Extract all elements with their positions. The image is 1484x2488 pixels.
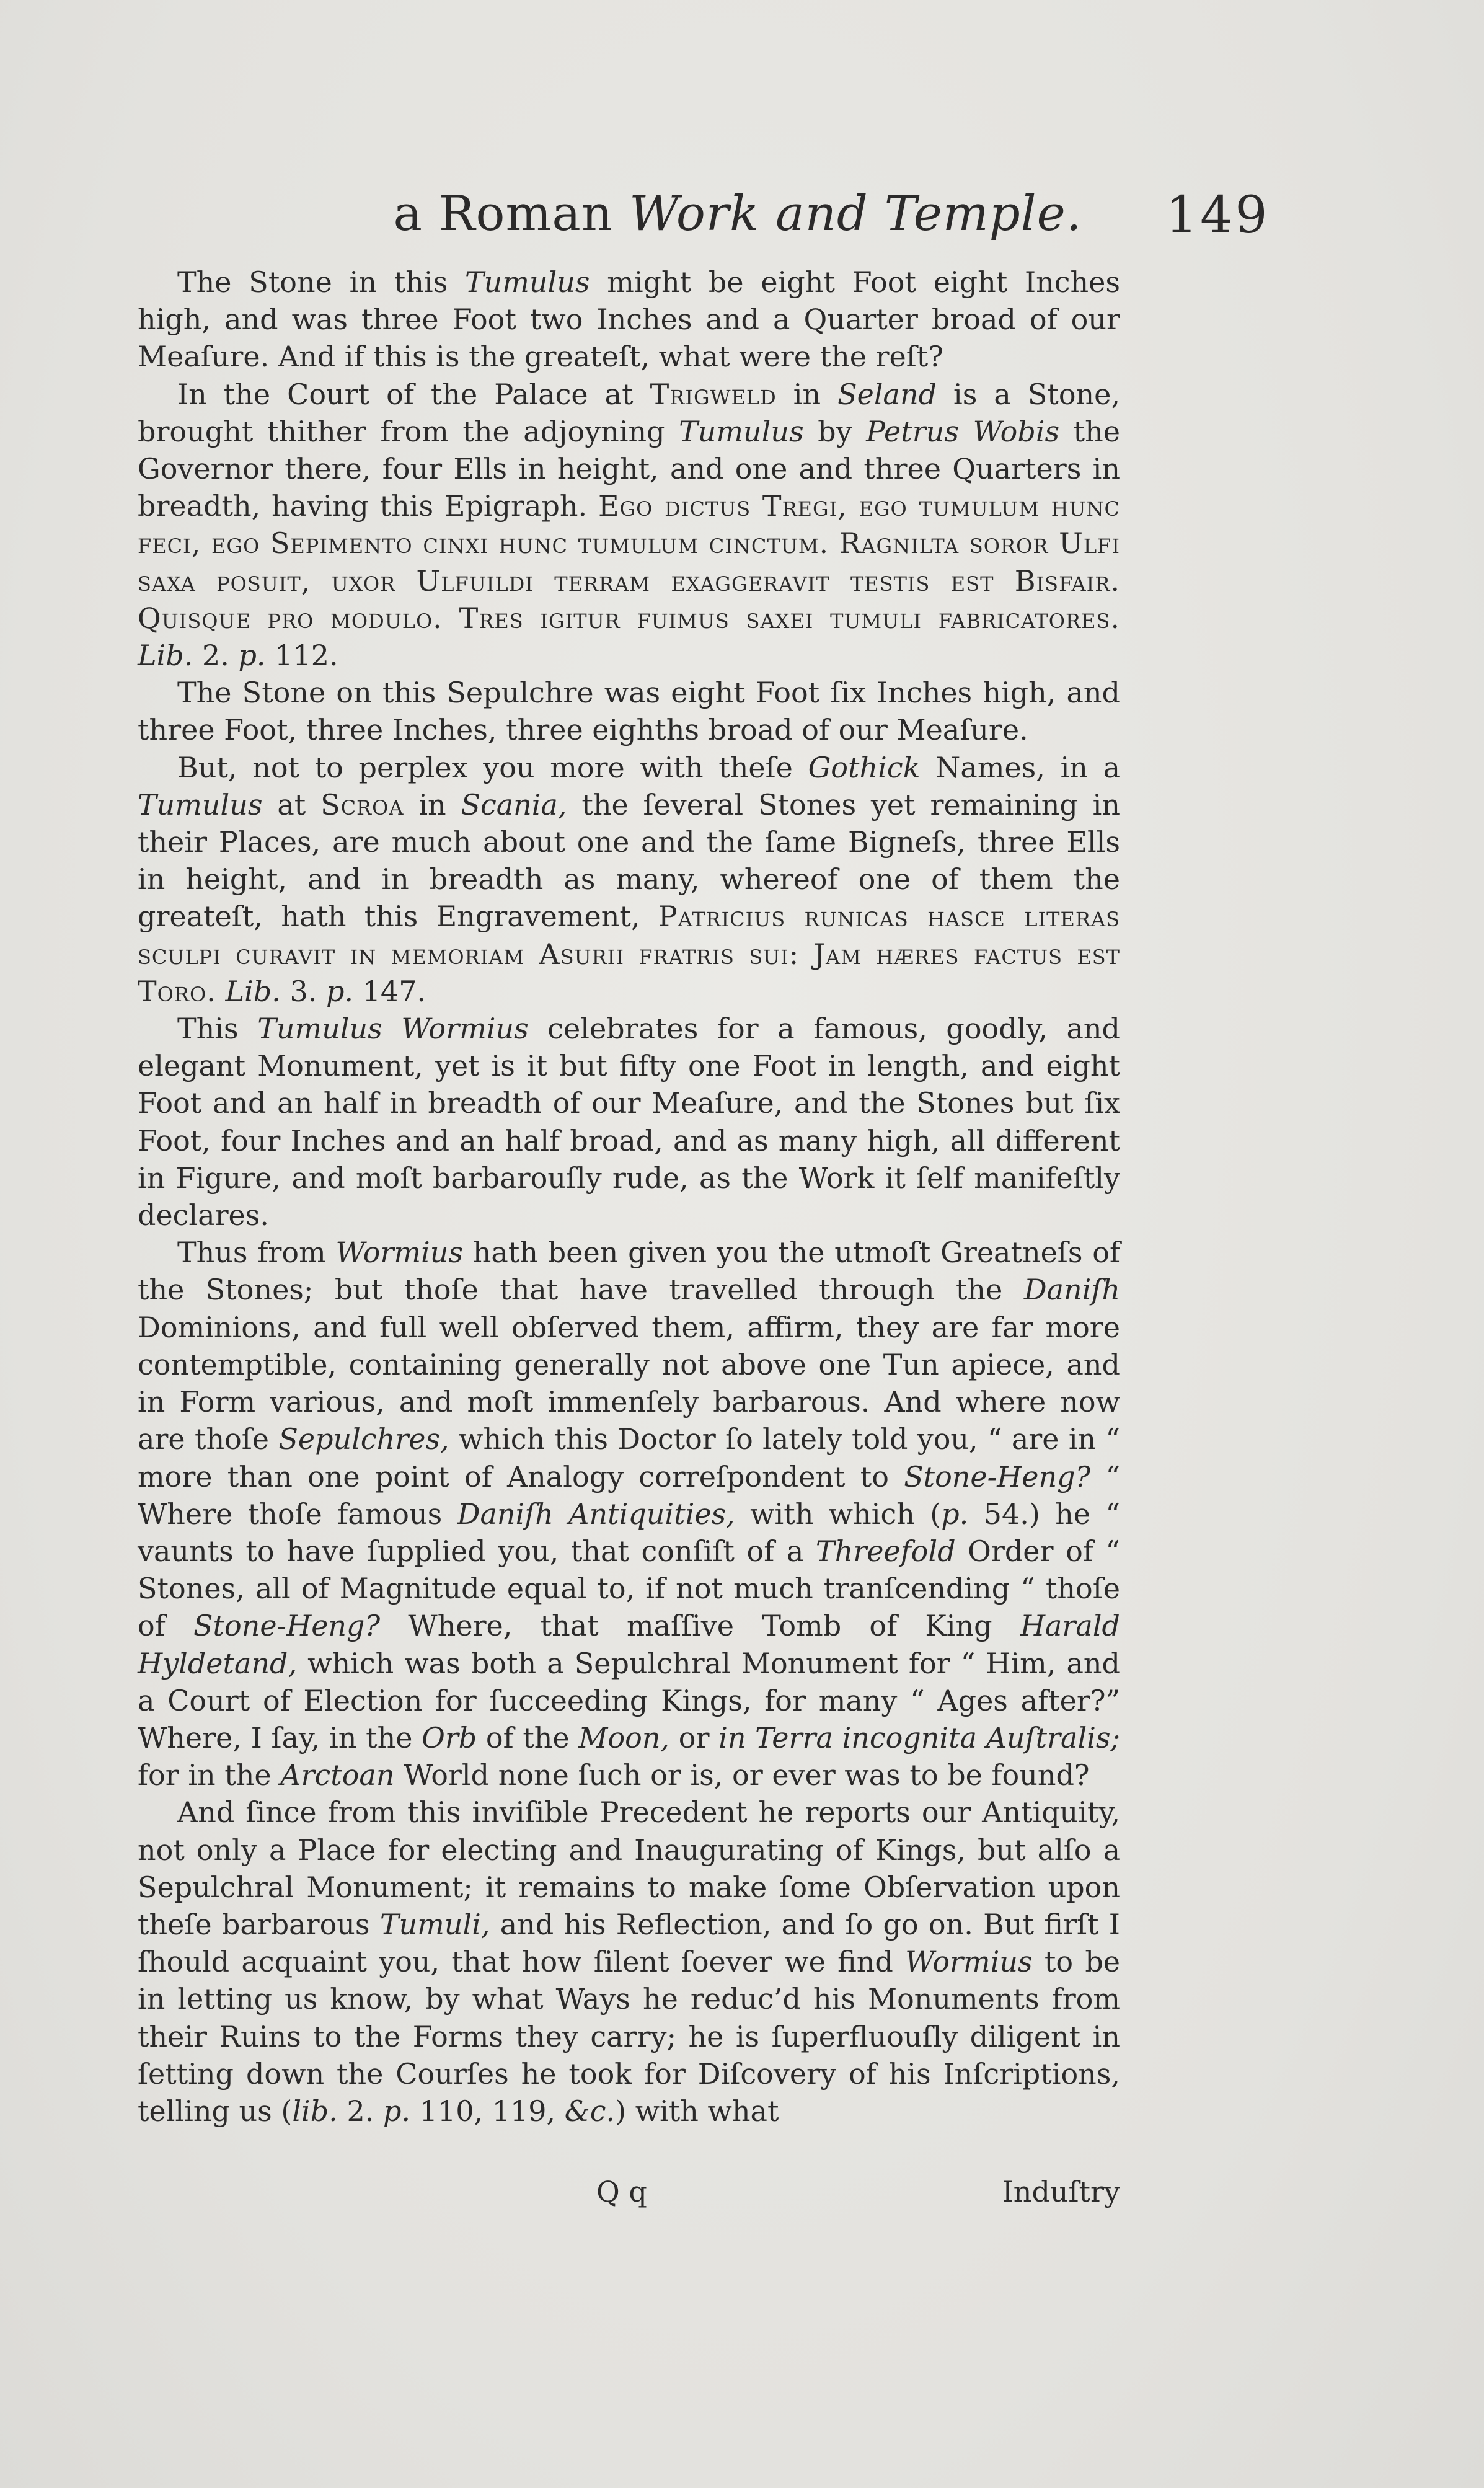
paragraph bbox=[138, 263, 1120, 376]
small-caps-text: Ego dictus Tregi, ego tumulum hunc feci, ego Sepimento cinxi hunc tumulum cinctum. Ragnilta soror Ulfi saxa posuit, uxor Ulfuildi terram exaggeravit testis est Bisfair. Quisque pro modulo. Tres igitur fuimus saxei tumuli fabricatores. bbox=[138, 489, 1120, 635]
small-caps-text: Scroa bbox=[320, 787, 404, 821]
italic-text: p. bbox=[941, 1497, 969, 1531]
text-run: The Stone in this bbox=[177, 265, 465, 299]
text-run: which was both a Sepulchral Monument for “ Him, and a Court of Election for ſucceeding Kings, for many “ Ages after?” Where, I ſay, in the bbox=[138, 1646, 1120, 1755]
text-run: the Governor there, four Ells in height, and one and three Quarters in breadth, having this Epigraph. bbox=[138, 414, 1120, 523]
italic-text: Tumulus Wormius bbox=[257, 1012, 529, 1046]
running-head-roman: a Roman bbox=[393, 186, 629, 242]
small-caps-text: Trigweld bbox=[650, 377, 777, 411]
text-run bbox=[216, 975, 226, 1008]
text-run: or bbox=[669, 1720, 719, 1755]
text-run: for in the bbox=[138, 1758, 281, 1792]
italic-text: Scania, bbox=[461, 787, 567, 821]
paragraph bbox=[138, 1010, 1120, 1234]
italic-text: Lib. bbox=[138, 639, 193, 673]
text-run: 112. bbox=[265, 639, 338, 673]
page-number: 149 bbox=[1165, 186, 1270, 245]
italic-text: Tumulus bbox=[138, 787, 263, 821]
text-run: in bbox=[404, 787, 461, 821]
running-head-italic: Work and Temple. bbox=[629, 186, 1082, 242]
italic-text: p. bbox=[238, 639, 266, 673]
paragraph bbox=[138, 1794, 1120, 2130]
text-run: the ſeveral Stones yet remaining in their Places, are much about one and the ſame Bigneſs, three Ells in height, and in breadth as many, whereof one of them the greateſt, hath this Engravement, bbox=[138, 787, 1120, 934]
text-run: The Stone on this Sepulchre was eight Foot ſix Inches high, and three Foot, three Inches, three eighths broad of our Meaſure. bbox=[138, 676, 1120, 747]
text-run: which this Doctor ſo lately told you, “ are in “ more than one point of Analogy correſpondent to bbox=[138, 1422, 1121, 1494]
text-run: at bbox=[262, 787, 321, 821]
italic-text: Harald Hyldetand, bbox=[138, 1609, 1120, 1680]
text-run: to be in letting us know, by what Ways he reduc’d his Monuments from their Ruins to the Forms they carry; he is ſuperfluouſly diligent in ſetting down the Courſes he took for Diſcovery of his Inſcriptions, telling us ( bbox=[138, 1945, 1120, 2128]
italic-text: Gothick bbox=[808, 750, 921, 784]
running-head bbox=[335, 186, 1141, 242]
text-run: 2. bbox=[193, 639, 239, 673]
text-run: Order of “ Stones, all of Magnitude equal to, if not much tranſcending “ thoſe of bbox=[138, 1534, 1121, 1643]
italic-text: p. bbox=[325, 974, 354, 1008]
text-run: 147. bbox=[353, 974, 426, 1008]
text-run: Where, that maſſive Tomb of King bbox=[380, 1609, 1020, 1643]
catchword: Induſtry bbox=[1002, 2175, 1120, 2208]
text-run: Thus from bbox=[177, 1236, 336, 1270]
italic-text: Daniſh Antiquities, bbox=[457, 1497, 735, 1531]
text-run: But, not to perplex you more with theſe bbox=[177, 750, 808, 784]
text-run: might be eight Foot eight Inches high, and was three Foot two Inches and a Quarter broad of our Meaſure. And if this is the greateſt, what were the reſt? bbox=[138, 265, 1120, 374]
text-run: with which ( bbox=[735, 1497, 942, 1531]
text-run: 54.) he “ vaunts to have ſupplied you, that conſiſt of a bbox=[138, 1497, 1120, 1568]
text-run: and his Reflection, and ſo go on. But firſt I ſhould acquaint you, that how ſilent ſoever we find bbox=[138, 1907, 1120, 1979]
text-run: ) with what bbox=[615, 2094, 779, 2128]
italic-text: Stone-Heng? bbox=[193, 1609, 381, 1643]
text-run: celebrates for a famous, goodly, and elegant Monument, yet is it but fifty one Foot in length, and eight Foot and an half in breadth of our Meaſure, and the Stones but ſix Foot, four Inches and an half broad, and as many high, all different in Figure, and moſt barbarouſly rude, as the Work it ſelf manifeſtly declares. bbox=[138, 1012, 1120, 1233]
italic-text: Arctoan bbox=[280, 1758, 395, 1792]
italic-text: Orb bbox=[422, 1720, 477, 1755]
text-run: of the bbox=[477, 1720, 579, 1755]
text-run: hath been given you the utmoſt Greatneſs of the Stones; but thoſe that have travelled through the bbox=[138, 1236, 1120, 1307]
text-run: by bbox=[803, 414, 867, 448]
paragraph bbox=[138, 749, 1120, 1010]
paragraph bbox=[138, 1234, 1120, 1794]
italic-text: Seland bbox=[837, 377, 937, 411]
italic-text: Threefold bbox=[815, 1534, 956, 1568]
paragraph bbox=[138, 674, 1120, 748]
italic-text: lib. bbox=[292, 2094, 338, 2128]
signature-mark: Q q bbox=[596, 2175, 647, 2208]
catchline bbox=[138, 2175, 1120, 2218]
italic-text: Moon, bbox=[578, 1720, 670, 1755]
italic-text: Stone-Heng? bbox=[904, 1459, 1091, 1494]
text-run: 3. bbox=[280, 974, 326, 1008]
italic-text: Wormius bbox=[335, 1236, 463, 1270]
text-run: in bbox=[776, 377, 838, 411]
text-run: Names, in a bbox=[920, 750, 1121, 784]
italic-text: Tumulus bbox=[679, 414, 804, 448]
italic-text: Tumuli, bbox=[379, 1907, 490, 1941]
italic-text: Wormius bbox=[905, 1945, 1033, 1979]
text-run: is a Stone, brought thither from the adjoyning bbox=[138, 377, 1120, 448]
italic-text: Petrus Wobis bbox=[866, 414, 1060, 448]
text-run: This bbox=[177, 1012, 258, 1046]
text-run: 110, 119, bbox=[410, 2094, 565, 2128]
text-run: In the Court of the Palace at bbox=[177, 377, 650, 411]
italic-text: Sepulchres, bbox=[278, 1422, 449, 1456]
text-run: Dominions, and full well obſerved them, affirm, they are far more contemptible, containing generally not above one Tun apiece, and in Form various, and moſt immenſely barbarous. And where now are thoſe bbox=[138, 1310, 1120, 1456]
text-run: And ſince from this inviſible Precedent he reports our Antiquity, not only a Place for electing and Inaugurating of Kings, but alſo a Sepulchral Monument; it remains to make ſome Obſervation upon theſe barbarous bbox=[138, 1795, 1120, 1941]
italic-text: &c. bbox=[564, 2094, 616, 2128]
text-run: World none ſuch or is, or ever was to be found? bbox=[394, 1758, 1090, 1792]
paragraph bbox=[138, 376, 1120, 675]
text-run: “ Where thoſe famous bbox=[138, 1459, 1120, 1531]
italic-text: Tumulus bbox=[464, 265, 590, 299]
italic-text: in Terra incognita Auſtralis; bbox=[718, 1720, 1120, 1755]
text-run: 2. bbox=[337, 2094, 383, 2128]
italic-text: Daniſh bbox=[1023, 1273, 1120, 1307]
italic-text: Lib. bbox=[225, 974, 281, 1008]
small-caps-text: Patricius runicas hasce literas sculpi curavit in memoriam Asurii fratris sui: Jam hæres factus est Toro. bbox=[138, 900, 1120, 1008]
body-text bbox=[138, 263, 1120, 2130]
italic-text: p. bbox=[382, 2094, 411, 2128]
